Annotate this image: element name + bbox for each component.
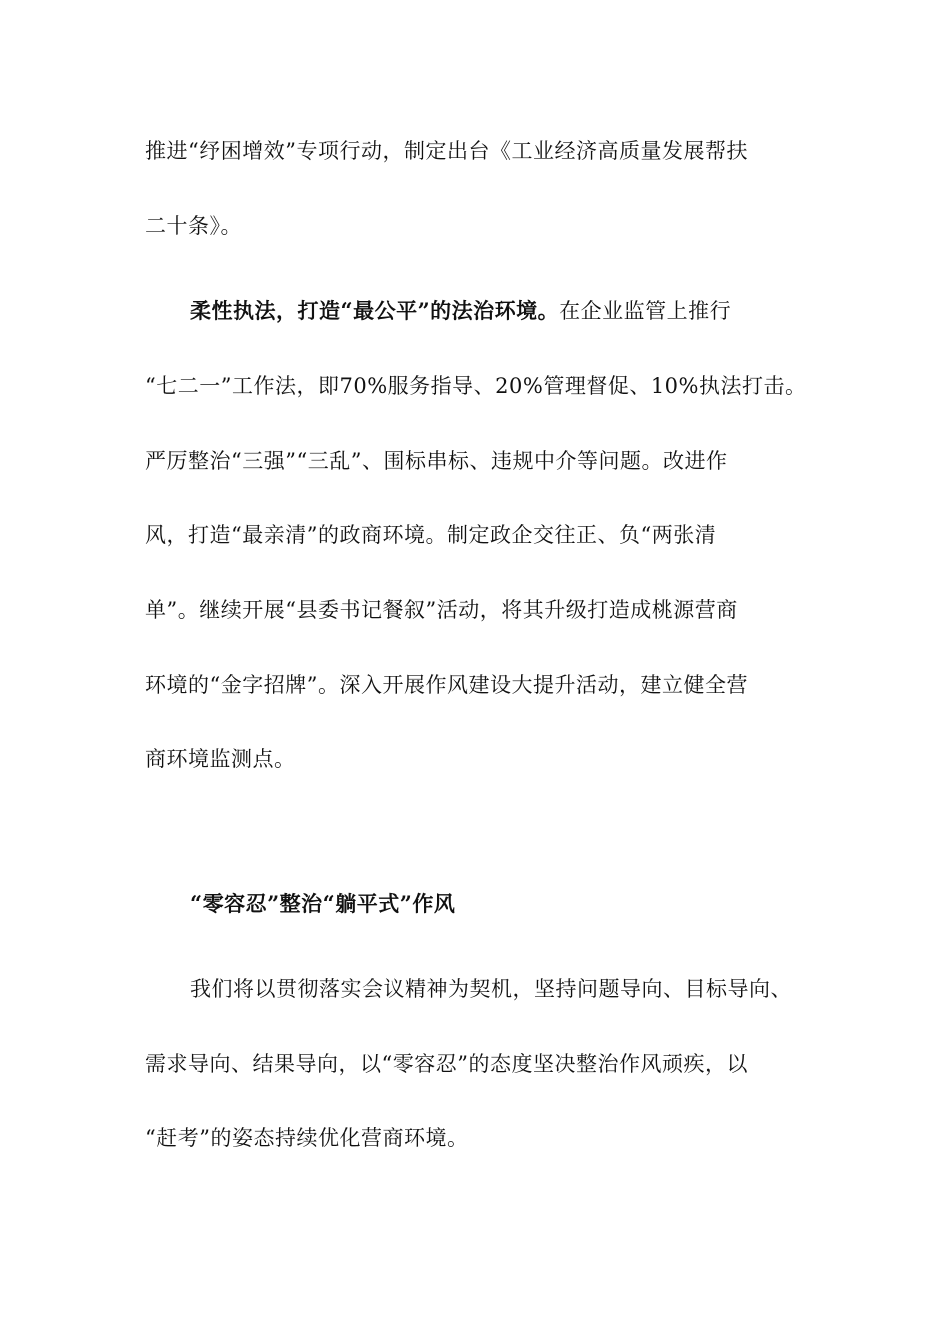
paragraph-3-line-3: “赶考”的姿态持续优化营商环境。: [145, 1126, 469, 1150]
paragraph-1-line-2: 二十条》。: [145, 214, 242, 238]
paragraph-2-line-5: 单”。继续开展“县委书记餐叙”活动，将其升级打造成桃源营商: [145, 598, 738, 622]
paragraph-2-line-2: “七二一”工作法，即70%服务指导、20%管理督促、10%执法打击。: [145, 374, 807, 398]
paragraph-2-line-6: 环境的“金字招牌”。深入开展作风建设大提升活动，建立健全营: [145, 673, 748, 697]
paragraph-2-line-1: [190, 296, 870, 326]
paragraph-3-line-2: 需求导向、结果导向，以“零容忍”的态度坚决整治作风顽疾，以: [145, 1052, 748, 1076]
paragraph-1-line-1: 推进“纾困增效”专项行动，制定出台《工业经济高质量发展帮扶: [145, 139, 748, 163]
paragraph-2-line-1-rest: 在企业监管上推行: [559, 299, 732, 323]
paragraph-3-line-1: 我们将以贯彻落实会议精神为契机，坚持问题导向、目标导向、: [190, 977, 792, 1001]
paragraph-2-bold-lead: 柔性执法，打造“最公平”的法治环境。: [190, 298, 560, 323]
paragraph-2-line-4: 风，打造“最亲清”的政商环境。制定政企交往正、负“两张清: [145, 523, 717, 547]
section-heading: “零容忍”整治“躺平式”作风: [190, 891, 456, 916]
paragraph-2-line-7: 商环境监测点。: [145, 747, 296, 771]
paragraph-2-line-3: 严厉整治“三强”“三乱”、围标串标、违规中介等问题。改进作: [145, 449, 728, 473]
